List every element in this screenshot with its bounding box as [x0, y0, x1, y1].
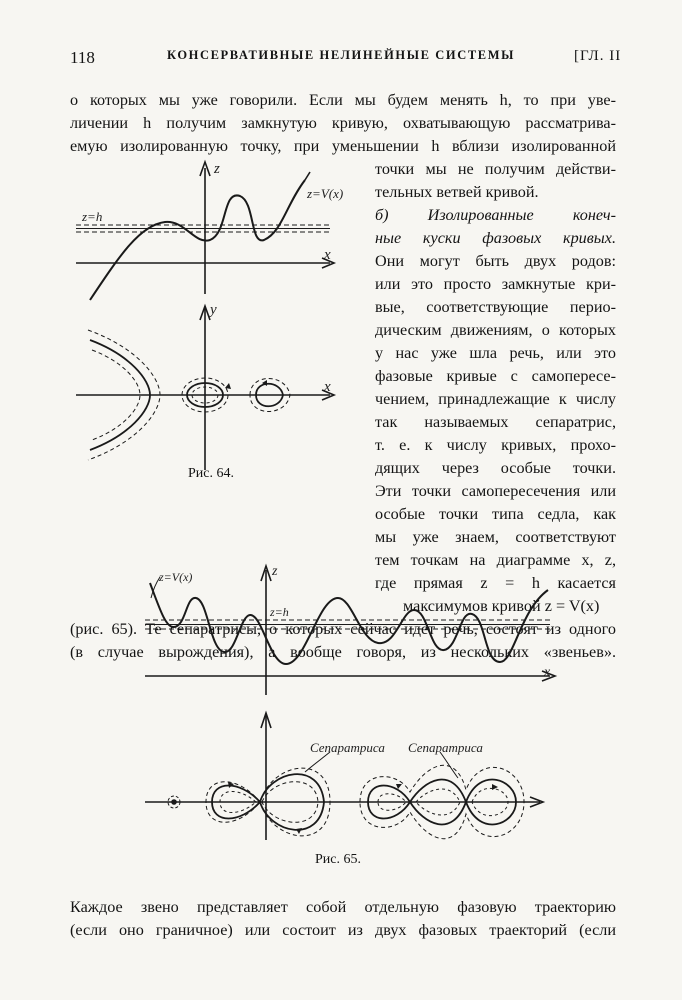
text-line: мы уже знаем, соответствуют — [375, 528, 616, 546]
text-line: чением, принадлежащие к числу — [375, 390, 616, 408]
figure-caption: Рис. 64. — [188, 466, 234, 481]
text-line: (рис. 65). Те сепаратрисы, о которых сейчас идет речь, состоят из одного — [70, 620, 616, 638]
potential-curve — [150, 583, 548, 664]
chapter-label: [ГЛ. II — [574, 48, 622, 64]
text-line: у нас уже шла речь, или это — [375, 344, 616, 362]
text-line: о которых мы уже говорили. Если мы будем менять h, то при уве- — [70, 91, 616, 109]
page-number: 118 — [70, 48, 95, 67]
axis-label: x — [324, 379, 331, 395]
text-line: точки мы не получим действи- — [375, 160, 616, 178]
axis-label: y — [210, 302, 217, 318]
figure-caption: Рис. 65. — [315, 852, 361, 867]
subsection-heading: ные куски фазовых кривых. — [375, 229, 616, 247]
text-line: емую изолированную точку, при уменьшении h вблизи изолированной — [70, 137, 616, 155]
text-line: максимумов кривой z = V(x) — [403, 597, 600, 615]
text-line: так называемых сепаратрис, — [375, 413, 616, 431]
text-line: дящих через особые точки. — [375, 459, 616, 477]
text-line: вые, соответствующие перио- — [375, 298, 616, 316]
text-line: личении h получим замкнутую кривую, охватывающую рассматрива- — [70, 114, 616, 132]
separatrix-label: Сепаратриса — [310, 740, 385, 755]
running-title: КОНСЕРВАТИВНЫЕ НЕЛИНЕЙНЫЕ СИСТЕМЫ — [166, 48, 516, 62]
text-line: тем точкам на диаграмме x, z, — [375, 551, 616, 569]
h-label: z=h — [270, 605, 289, 619]
text-line: тельных ветвей кривой. — [375, 183, 539, 201]
text-line: Эти точки самопересечения или — [375, 482, 616, 500]
text-line: Они могут быть двух родов: — [375, 252, 616, 270]
text-line: фазовые кривые с самопересе- — [375, 367, 616, 385]
curve-label: z=V(x) — [159, 570, 193, 584]
text-line: (если оно граничное) или состоит из двух фазовых траекторий (если — [70, 921, 616, 939]
axis-label: z — [214, 161, 220, 177]
axis-label: x — [324, 247, 331, 263]
separatrix-label: Сепаратриса — [408, 740, 483, 755]
text-line: Каждое звено представляет собой отдельную фазовую траекторию — [70, 898, 616, 916]
axis-label: x — [544, 665, 551, 680]
text-line: или это просто замкнутые кри- — [375, 275, 616, 293]
text-line: где прямая z = h касается — [375, 574, 616, 592]
curve-label: z=V(x) — [307, 186, 344, 201]
text-line: т. е. к числу кривых, прохо- — [375, 436, 616, 454]
h-label: z=h — [82, 209, 103, 224]
subsection-heading: б) Изолированные конеч- — [375, 206, 616, 224]
text-line: особые точки типа седла, как — [375, 505, 616, 523]
text-line: дическим движениям, о которых — [375, 321, 616, 339]
axis-label: z — [272, 564, 278, 579]
text-line: (в случае вырождения), а вообще говоря, из нескольких «звеньев». — [70, 643, 616, 661]
